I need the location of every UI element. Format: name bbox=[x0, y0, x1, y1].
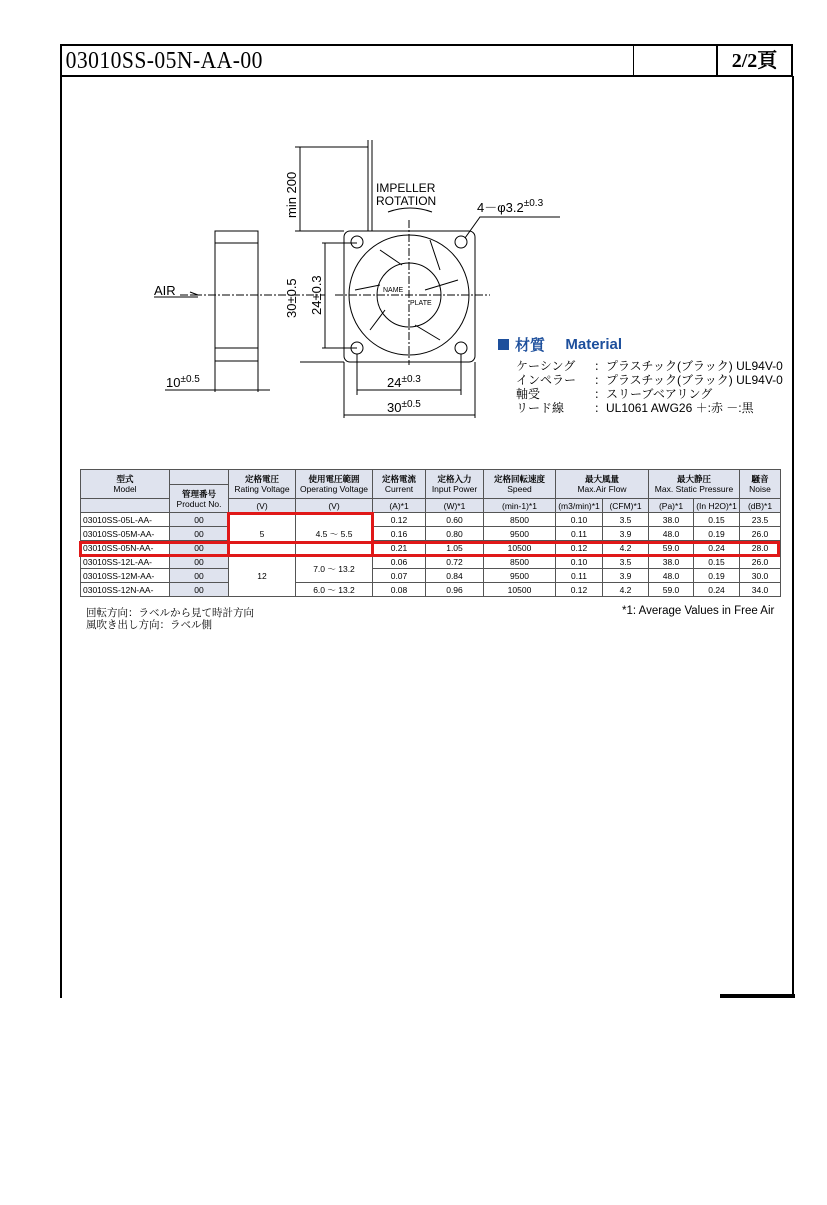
th-air-flow: 最大風量 Max.Air Flow bbox=[556, 470, 649, 499]
material-section bbox=[498, 334, 783, 415]
table-cell: 48.0 bbox=[649, 527, 694, 541]
table-cell: 7.0 ～ 13.2 bbox=[296, 555, 373, 583]
table-cell: 3.9 bbox=[603, 527, 649, 541]
table-cell: 0.12 bbox=[556, 541, 603, 555]
table-cell: 03010SS-05L-AA- bbox=[81, 513, 170, 527]
table-cell: 0.10 bbox=[556, 555, 603, 569]
table-cell: 03010SS-12L-AA- bbox=[81, 555, 170, 569]
impeller-label: IMPELLER bbox=[376, 181, 436, 195]
title-block bbox=[60, 44, 793, 77]
spec-table: 型式 Model 定格電圧 Rating Voltage 使用電圧範囲 Operating Voltage 定格電流 Current 定格入力 Input Power 定格回転速度 Speed 最大風量 Max.Air Flow 最大静圧 Max. Static Pressure 騒音 Noise 管理番号 Product No. (V) (V) (A)*1 (W)*1 (min-1)*1 (m3/min)*1 (CFM)*1 (Pa)*1 (In H2O)*1 (dB)*1 03010SS-05L-AA- 00 5 4.5 ～ 5.5 0.12 0.60 8500 0.10 3.5 38.0 0.15 23.5 03010SS-05M-AA- 00 0.16 0.80 9500 0.11 3.9 48.0 0.19 26.0 03010SS-05N-AA- 00 0.21 1.05 10500 0.12 4.2 59.0 0.24 28.0 03010SS-12L-AA- 00 12 7.0 ～ 13.2 0.06 0.72 8500 0.10 3.5 38.0 0.15 26.0 03010SS-12M-AA- 00 0.07 0.84 9500 0.11 3.9 48.0 0.19 30.0 03010SS-12N-AA- 00 6.0 ～ 13.2 0.08 0.96 10500 0.12 4.2 59.0 0.24 34.0 bbox=[80, 469, 781, 597]
table-cell: 26.0 bbox=[740, 555, 781, 569]
pitch-v-dim: 24±0.3 bbox=[309, 275, 324, 315]
table-cell: 0.11 bbox=[556, 527, 603, 541]
table-cell: 38.0 bbox=[649, 555, 694, 569]
table-cell: 0.19 bbox=[694, 569, 740, 583]
table-cell: 38.0 bbox=[649, 513, 694, 527]
table-cell: 0.60 bbox=[426, 513, 484, 527]
table-cell: 0.24 bbox=[694, 583, 740, 597]
plate-label: PLATE bbox=[410, 300, 432, 307]
table-cell: 0.11 bbox=[556, 569, 603, 583]
table-cell: 03010SS-05M-AA- bbox=[81, 527, 170, 541]
pitch-h-dim: $24^{\pm 0.3}$ bbox=[387, 374, 421, 390]
holes-dim: $4-\varphi 3.2^{\pm 0.3}$ bbox=[477, 198, 544, 215]
table-cell: 03010SS-12N-AA- bbox=[81, 583, 170, 597]
side-view bbox=[215, 231, 258, 361]
material-row: 軸受 ：スリーブベアリング bbox=[516, 387, 713, 401]
highlight-selected-row bbox=[79, 541, 780, 557]
table-cell: 1.05 bbox=[426, 541, 484, 555]
table-cell: 12 bbox=[229, 555, 296, 597]
table-cell: 0.84 bbox=[426, 569, 484, 583]
table-cell: 26.0 bbox=[740, 527, 781, 541]
frame-bottom-mark bbox=[720, 994, 795, 998]
table-cell: 0.80 bbox=[426, 527, 484, 541]
table-cell: 0.15 bbox=[694, 513, 740, 527]
page-number: 2/2頁 bbox=[716, 46, 791, 75]
rotation-label: ROTATION bbox=[376, 194, 437, 208]
rotation-note: 回転方向：ラベルから見て時計方向 bbox=[86, 607, 254, 619]
table-cell: 0.07 bbox=[373, 569, 426, 583]
table-cell: 00 bbox=[170, 569, 229, 583]
table-cell: 8500 bbox=[484, 513, 556, 527]
table-cell: 30.0 bbox=[740, 569, 781, 583]
table-cell: 10500 bbox=[484, 583, 556, 597]
table-cell: 00 bbox=[170, 541, 229, 555]
rotation-arrow-icon bbox=[388, 208, 432, 212]
table-cell: 0.72 bbox=[426, 555, 484, 569]
table-cell: 59.0 bbox=[649, 583, 694, 597]
height-dim: 30±0.5 bbox=[284, 278, 299, 318]
table-cell: 0.10 bbox=[556, 513, 603, 527]
table-cell: 00 bbox=[170, 555, 229, 569]
th-current: 定格電流 Current bbox=[373, 470, 426, 499]
table-cell: 0.08 bbox=[373, 583, 426, 597]
footnote: *1: Average Values in Free Air bbox=[622, 605, 775, 617]
th-speed: 定格回転速度 Speed bbox=[484, 470, 556, 499]
table-cell: 9500 bbox=[484, 527, 556, 541]
depth-dim: $10^{\pm 0.5}$ bbox=[166, 374, 200, 390]
table-cell: 8500 bbox=[484, 555, 556, 569]
table-cell: 3.9 bbox=[603, 569, 649, 583]
table-cell: 10500 bbox=[484, 541, 556, 555]
table-cell: 59.0 bbox=[649, 541, 694, 555]
table-cell: 0.19 bbox=[694, 527, 740, 541]
material-row: リード線 ：UL1061 AWG26 ＋:赤 －:黒 bbox=[516, 401, 754, 415]
square-bullet-icon bbox=[498, 339, 509, 350]
th-noise: 騒音 Noise bbox=[740, 470, 781, 499]
frame-right-border bbox=[792, 76, 794, 998]
th-model: 型式 Model bbox=[81, 470, 170, 499]
table-cell: 0.15 bbox=[694, 555, 740, 569]
table-cell: 4.5 ～ 5.5 bbox=[296, 513, 373, 555]
table-cell: 0.12 bbox=[373, 513, 426, 527]
table-cell: 00 bbox=[170, 583, 229, 597]
material-row: ケーシング ：プラスチック(ブラック) UL94V-0 bbox=[516, 359, 783, 373]
document-title: 03010SS-05N-AA-00 bbox=[65, 48, 263, 74]
table-cell: 0.06 bbox=[373, 555, 426, 569]
th-operating-voltage: 使用電圧範囲 Operating Voltage bbox=[296, 470, 373, 499]
table-cell: 4.2 bbox=[603, 541, 649, 555]
table-cell: 48.0 bbox=[649, 569, 694, 583]
table-cell: 34.0 bbox=[740, 583, 781, 597]
airflow-note: 風吹き出し方向：ラベル側 bbox=[86, 619, 212, 631]
table-cell: 03010SS-12M-AA- bbox=[81, 569, 170, 583]
table-cell: 0.12 bbox=[556, 583, 603, 597]
table-cell: 9500 bbox=[484, 569, 556, 583]
width-dim: $30^{\pm 0.5}$ bbox=[387, 399, 421, 415]
th-rating-voltage: 定格電圧 Rating Voltage bbox=[229, 470, 296, 499]
name-label: NAME bbox=[383, 287, 404, 294]
table-cell: 00 bbox=[170, 527, 229, 541]
table-cell: 3.5 bbox=[603, 555, 649, 569]
table-cell: 0.24 bbox=[694, 541, 740, 555]
table-cell: 0.21 bbox=[373, 541, 426, 555]
material-row: インペラー ：プラスチック(ブラック) UL94V-0 bbox=[516, 373, 783, 387]
table-cell: 03010SS-05N-AA- bbox=[81, 541, 170, 555]
th-input-power: 定格入力 Input Power bbox=[426, 470, 484, 499]
table-cell: 6.0 ～ 13.2 bbox=[296, 583, 373, 597]
table-cell: 00 bbox=[170, 513, 229, 527]
material-title-jp: 材質 bbox=[515, 337, 546, 354]
title-block-blank-cell bbox=[633, 46, 716, 75]
table-row bbox=[81, 527, 781, 541]
table-row bbox=[81, 513, 781, 527]
lead-length-dim: min 200 bbox=[284, 171, 299, 218]
table-cell: 4.2 bbox=[603, 583, 649, 597]
table-row bbox=[81, 583, 781, 597]
th-static-pressure: 最大静圧 Max. Static Pressure bbox=[649, 470, 740, 499]
table-cell: 23.5 bbox=[740, 513, 781, 527]
material-title-en: Material bbox=[565, 336, 623, 353]
table-cell: 5 bbox=[229, 513, 296, 555]
table-cell: 0.16 bbox=[373, 527, 426, 541]
table-cell: 3.5 bbox=[603, 513, 649, 527]
table-cell: 0.96 bbox=[426, 583, 484, 597]
air-label: AIR bbox=[154, 283, 176, 298]
frame-left-border bbox=[60, 76, 62, 998]
table-row bbox=[81, 569, 781, 583]
table-cell: 28.0 bbox=[740, 541, 781, 555]
th-product-no: 管理番号 Product No. bbox=[170, 485, 229, 513]
